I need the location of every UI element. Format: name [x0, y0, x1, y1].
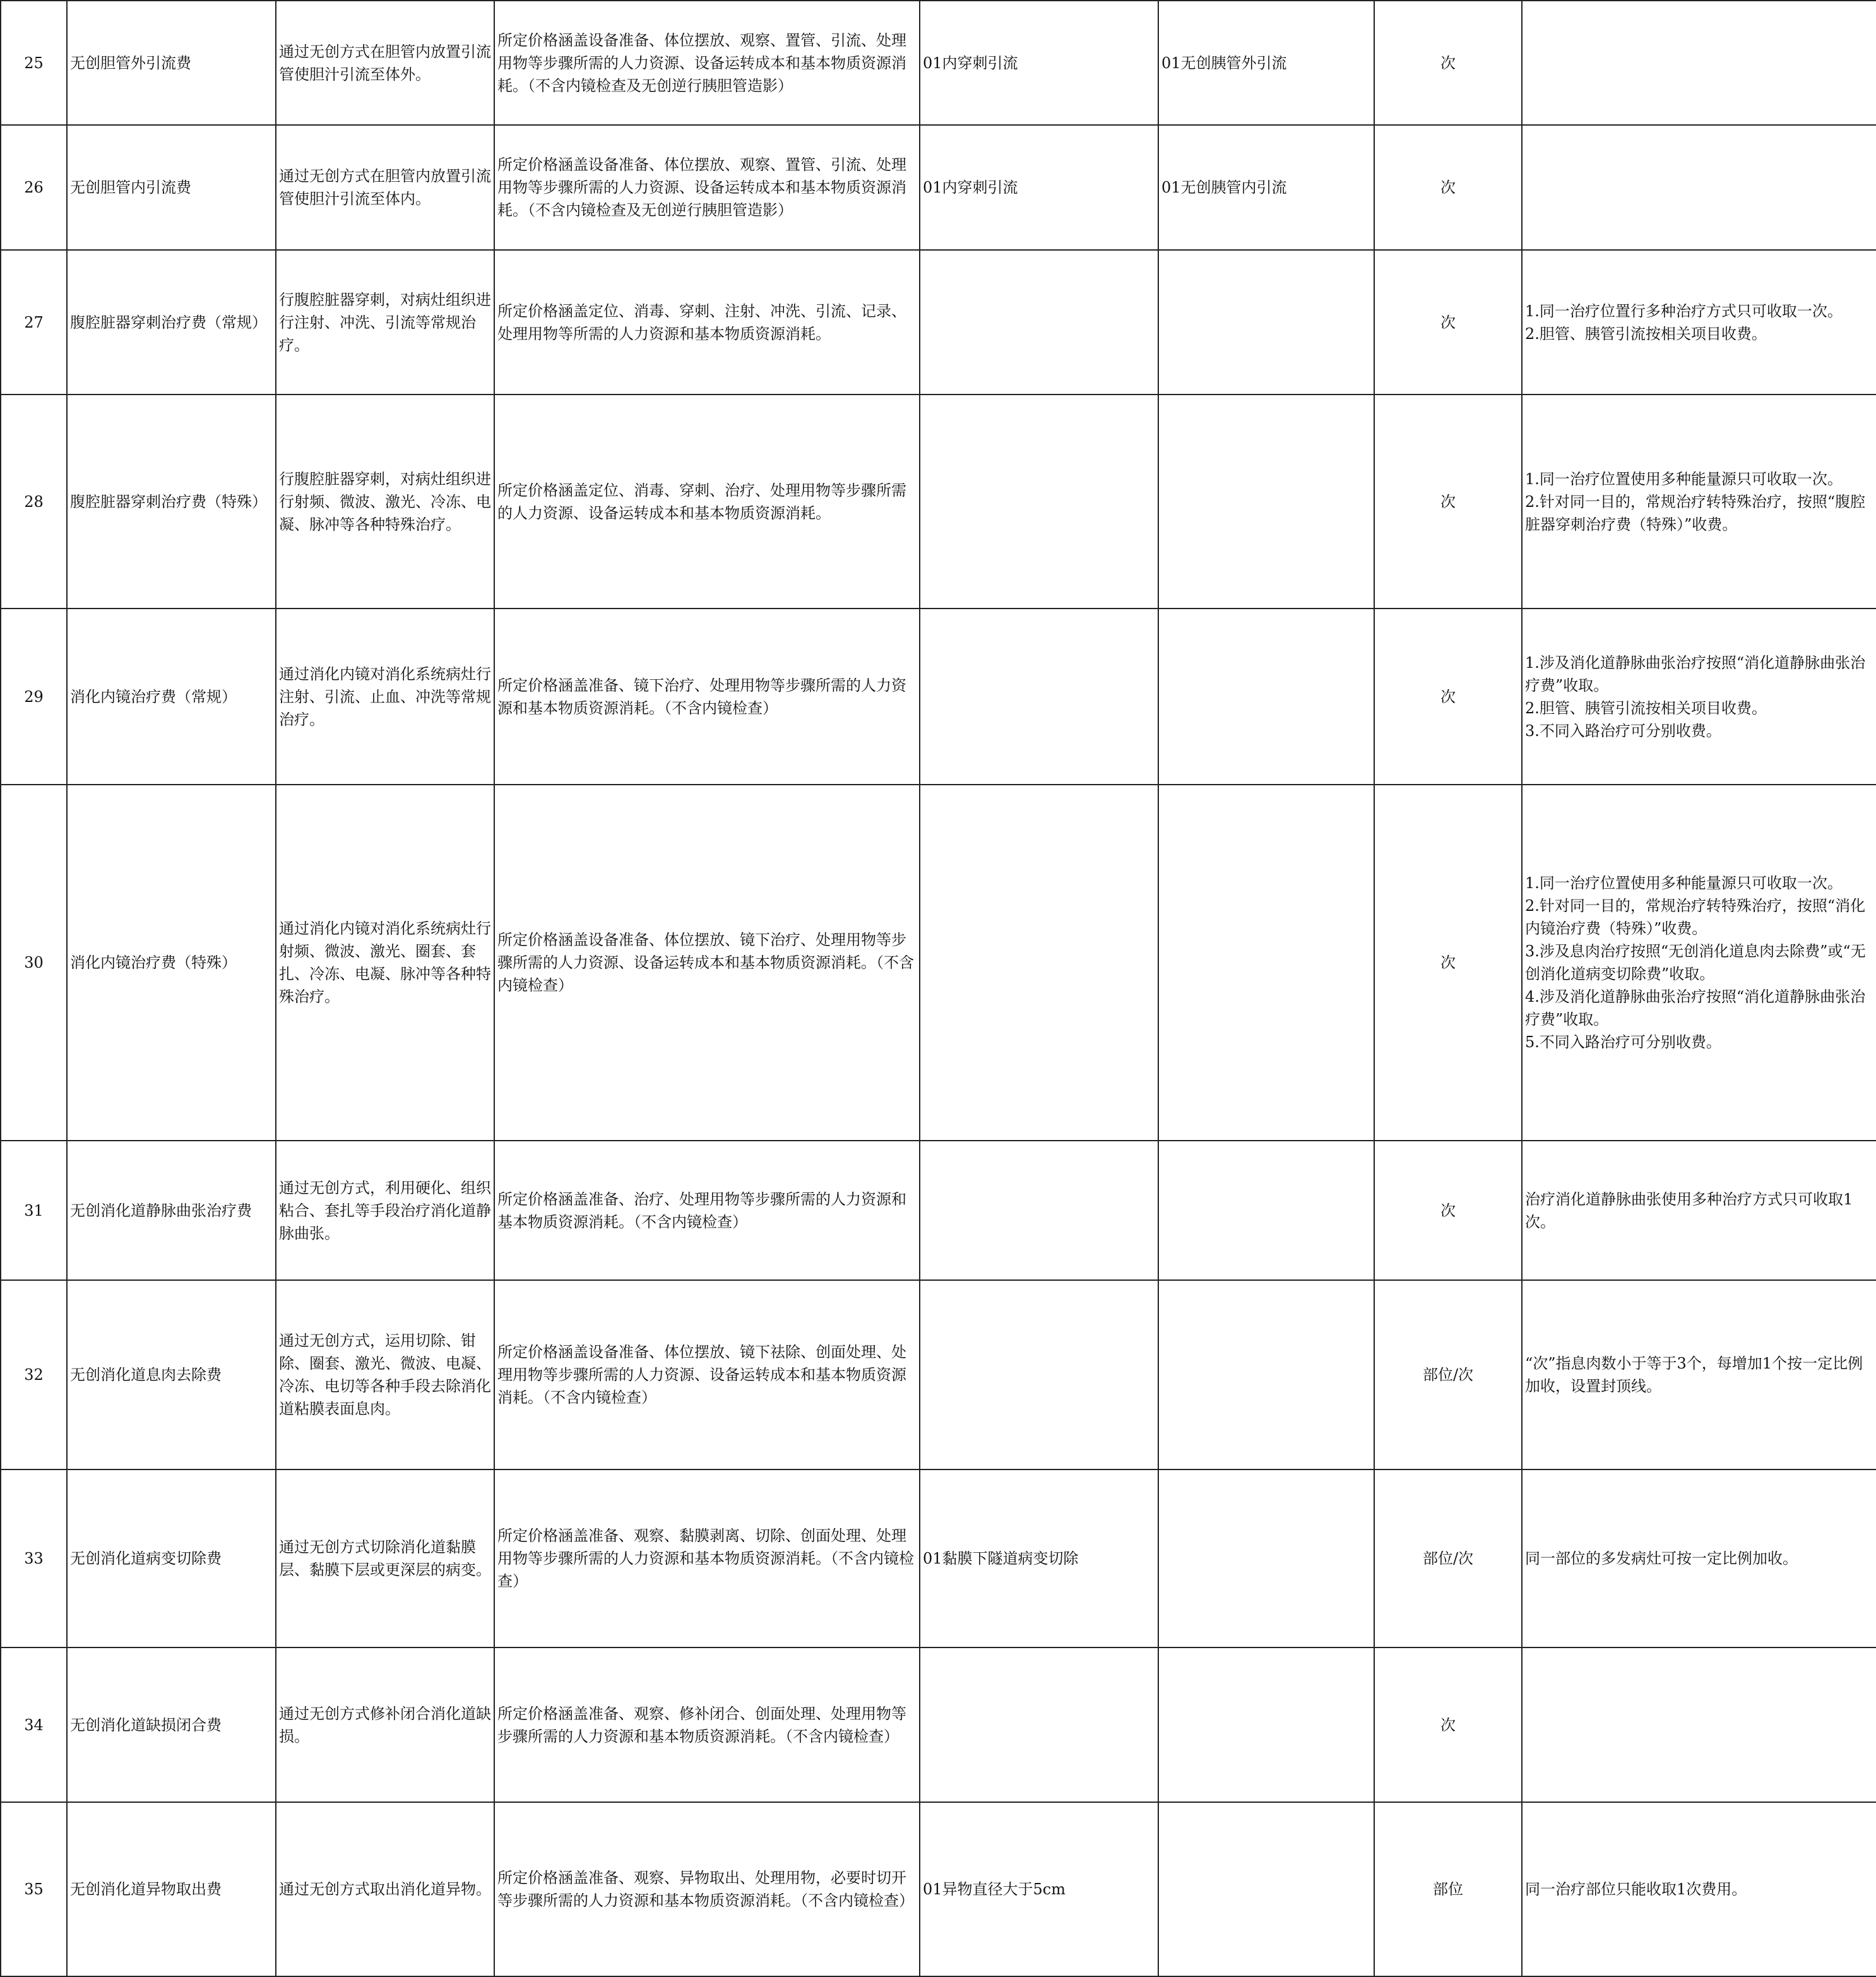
item-number: 32	[1, 1280, 67, 1469]
item-name: 消化内镜治疗费（常规）	[67, 609, 276, 785]
extension-item-secondary	[1158, 785, 1374, 1141]
item-number: 28	[1, 395, 67, 609]
price-scope: 所定价格涵盖设备准备、体位摆放、镜下治疗、处理用物等步骤所需的人力资源、设备运转成本和基本物质资源消耗。（不含内镜检查）	[494, 785, 920, 1141]
item-content: 通过无创方式在胆管内放置引流管使胆汁引流至体内。	[276, 125, 494, 250]
extension-item-secondary	[1158, 1141, 1374, 1280]
extension-item	[920, 1280, 1158, 1469]
table-row	[1, 1280, 1876, 1469]
billing-unit: 次	[1374, 1141, 1522, 1280]
item-name: 无创消化道息肉去除费	[67, 1280, 276, 1469]
billing-unit: 次	[1374, 785, 1522, 1141]
table-row	[1, 609, 1876, 785]
price-scope: 所定价格涵盖设备准备、体位摆放、镜下祛除、创面处理、处理用物等步骤所需的人力资源、设备运转成本和基本物质资源消耗。（不含内镜检查）	[494, 1280, 920, 1469]
item-name: 无创消化道静脉曲张治疗费	[67, 1141, 276, 1280]
note	[1522, 1, 1876, 125]
item-name: 无创胆管内引流费	[67, 125, 276, 250]
item-name: 无创胆管外引流费	[67, 1, 276, 125]
extension-item: 01内穿刺引流	[920, 125, 1158, 250]
item-number: 30	[1, 785, 67, 1141]
extension-item-secondary	[1158, 1469, 1374, 1648]
billing-unit: 次	[1374, 125, 1522, 250]
item-content: 通过无创方式，运用切除、钳除、圈套、激光、微波、电凝、冷冻、电切等各种手段去除消化道粘膜表面息肉。	[276, 1280, 494, 1469]
item-content: 通过无创方式，利用硬化、组织粘合、套扎等手段治疗消化道静脉曲张。	[276, 1141, 494, 1280]
billing-unit: 次	[1374, 250, 1522, 395]
table-row	[1, 1802, 1876, 1976]
price-scope: 所定价格涵盖定位、消毒、穿刺、治疗、处理用物等步骤所需的人力资源、设备运转成本和基本物质资源消耗。	[494, 395, 920, 609]
item-number: 33	[1, 1469, 67, 1648]
item-number: 35	[1, 1802, 67, 1976]
extension-item	[920, 785, 1158, 1141]
item-number: 27	[1, 250, 67, 395]
note: 同一治疗部位只能收取1次费用。	[1522, 1802, 1876, 1976]
extension-item-secondary	[1158, 609, 1374, 785]
item-name: 无创消化道缺损闭合费	[67, 1648, 276, 1802]
extension-item	[920, 395, 1158, 609]
extension-item-secondary	[1158, 250, 1374, 395]
table-row	[1, 125, 1876, 250]
extension-item: 01内穿刺引流	[920, 1, 1158, 125]
item-content: 通过无创方式修补闭合消化道缺损。	[276, 1648, 494, 1802]
price-scope: 所定价格涵盖设备准备、体位摆放、观察、置管、引流、处理用物等步骤所需的人力资源、设备运转成本和基本物质资源消耗。（不含内镜检查及无创逆行胰胆管造影）	[494, 1, 920, 125]
extension-item-secondary: 01无创胰管内引流	[1158, 125, 1374, 250]
billing-unit: 部位	[1374, 1802, 1522, 1976]
extension-item	[920, 250, 1158, 395]
price-scope: 所定价格涵盖准备、镜下治疗、处理用物等步骤所需的人力资源和基本物质资源消耗。（不含内镜检查）	[494, 609, 920, 785]
extension-item-secondary	[1158, 1648, 1374, 1802]
item-content: 通过无创方式在胆管内放置引流管使胆汁引流至体外。	[276, 1, 494, 125]
item-number: 26	[1, 125, 67, 250]
note: “次”指息肉数小于等于3个，每增加1个按一定比例加收，设置封顶线。	[1522, 1280, 1876, 1469]
price-scope: 所定价格涵盖准备、观察、黏膜剥离、切除、创面处理、处理用物等步骤所需的人力资源和基本物质资源消耗。（不含内镜检查）	[494, 1469, 920, 1648]
billing-unit: 次	[1374, 609, 1522, 785]
item-content: 通过无创方式切除消化道黏膜层、黏膜下层或更深层的病变。	[276, 1469, 494, 1648]
extension-item	[920, 1648, 1158, 1802]
item-name: 消化内镜治疗费（特殊）	[67, 785, 276, 1141]
extension-item: 01异物直径大于5cm	[920, 1802, 1158, 1976]
item-number: 31	[1, 1141, 67, 1280]
extension-item-secondary	[1158, 1280, 1374, 1469]
extension-item-secondary	[1158, 1802, 1374, 1976]
price-scope: 所定价格涵盖准备、治疗、处理用物等步骤所需的人力资源和基本物质资源消耗。（不含内镜检查）	[494, 1141, 920, 1280]
billing-unit: 次	[1374, 1, 1522, 125]
item-name: 腹腔脏器穿刺治疗费（常规）	[67, 250, 276, 395]
item-number: 25	[1, 1, 67, 125]
note	[1522, 125, 1876, 250]
price-scope: 所定价格涵盖设备准备、体位摆放、观察、置管、引流、处理用物等步骤所需的人力资源、设备运转成本和基本物质资源消耗。（不含内镜检查及无创逆行胰胆管造影）	[494, 125, 920, 250]
table-body	[1, 1, 1876, 1976]
extension-item-secondary: 01无创胰管外引流	[1158, 1, 1374, 125]
item-content: 通过无创方式取出消化道异物。	[276, 1802, 494, 1976]
item-number: 29	[1, 609, 67, 785]
note: 1.同一治疗位置使用多种能量源只可收取一次。 2.针对同一目的，常规治疗转特殊治疗，按照“消化内镜治疗费（特殊）”收费。 3.涉及息肉治疗按照“无创消化道息肉去除费”或“无创消化道病变切除费”收取。 4.涉及消化道静脉曲张治疗按照“消化道静脉曲张治疗费”收取。 5.不同入路治疗可分别收费。	[1522, 785, 1876, 1141]
note: 1.同一治疗位置行多种治疗方式只可收取一次。 2.胆管、胰管引流按相关项目收费。	[1522, 250, 1876, 395]
item-content: 通过消化内镜对消化系统病灶行射频、微波、激光、圈套、套扎、冷冻、电凝、脉冲等各种特殊治疗。	[276, 785, 494, 1141]
note: 1.涉及消化道静脉曲张治疗按照“消化道静脉曲张治疗费”收取。 2.胆管、胰管引流按相关项目收费。 3.不同入路治疗可分别收费。	[1522, 609, 1876, 785]
note: 同一部位的多发病灶可按一定比例加收。	[1522, 1469, 1876, 1648]
item-name: 无创消化道病变切除费	[67, 1469, 276, 1648]
extension-item: 01黏膜下隧道病变切除	[920, 1469, 1158, 1648]
table-row	[1, 785, 1876, 1141]
table-row	[1, 1648, 1876, 1802]
billing-unit: 部位/次	[1374, 1469, 1522, 1648]
billing-unit: 次	[1374, 1648, 1522, 1802]
price-scope: 所定价格涵盖定位、消毒、穿刺、注射、冲洗、引流、记录、处理用物等所需的人力资源和基本物质资源消耗。	[494, 250, 920, 395]
item-name: 无创消化道异物取出费	[67, 1802, 276, 1976]
price-scope: 所定价格涵盖准备、观察、异物取出、处理用物，必要时切开等步骤所需的人力资源和基本物质资源消耗。（不含内镜检查）	[494, 1802, 920, 1976]
table-row	[1, 250, 1876, 395]
item-number: 34	[1, 1648, 67, 1802]
extension-item-secondary	[1158, 395, 1374, 609]
item-content: 行腹腔脏器穿刺，对病灶组织进行射频、微波、激光、冷冻、电凝、脉冲等各种特殊治疗。	[276, 395, 494, 609]
table-row	[1, 395, 1876, 609]
extension-item	[920, 1141, 1158, 1280]
billing-unit: 部位/次	[1374, 1280, 1522, 1469]
note: 1.同一治疗位置使用多种能量源只可收取一次。 2.针对同一目的，常规治疗转特殊治疗，按照“腹腔脏器穿刺治疗费（特殊）”收费。	[1522, 395, 1876, 609]
billing-unit: 次	[1374, 395, 1522, 609]
note: 治疗消化道静脉曲张使用多种治疗方式只可收取1次。	[1522, 1141, 1876, 1280]
item-name: 腹腔脏器穿刺治疗费（特殊）	[67, 395, 276, 609]
table-row	[1, 1469, 1876, 1648]
extension-item	[920, 609, 1158, 785]
item-content: 行腹腔脏器穿刺，对病灶组织进行注射、冲洗、引流等常规治疗。	[276, 250, 494, 395]
table-row	[1, 1, 1876, 125]
note	[1522, 1648, 1876, 1802]
table-row	[1, 1141, 1876, 1280]
price-scope: 所定价格涵盖准备、观察、修补闭合、创面处理、处理用物等步骤所需的人力资源和基本物质资源消耗。（不含内镜检查）	[494, 1648, 920, 1802]
item-content: 通过消化内镜对消化系统病灶行注射、引流、止血、冲洗等常规治疗。	[276, 609, 494, 785]
